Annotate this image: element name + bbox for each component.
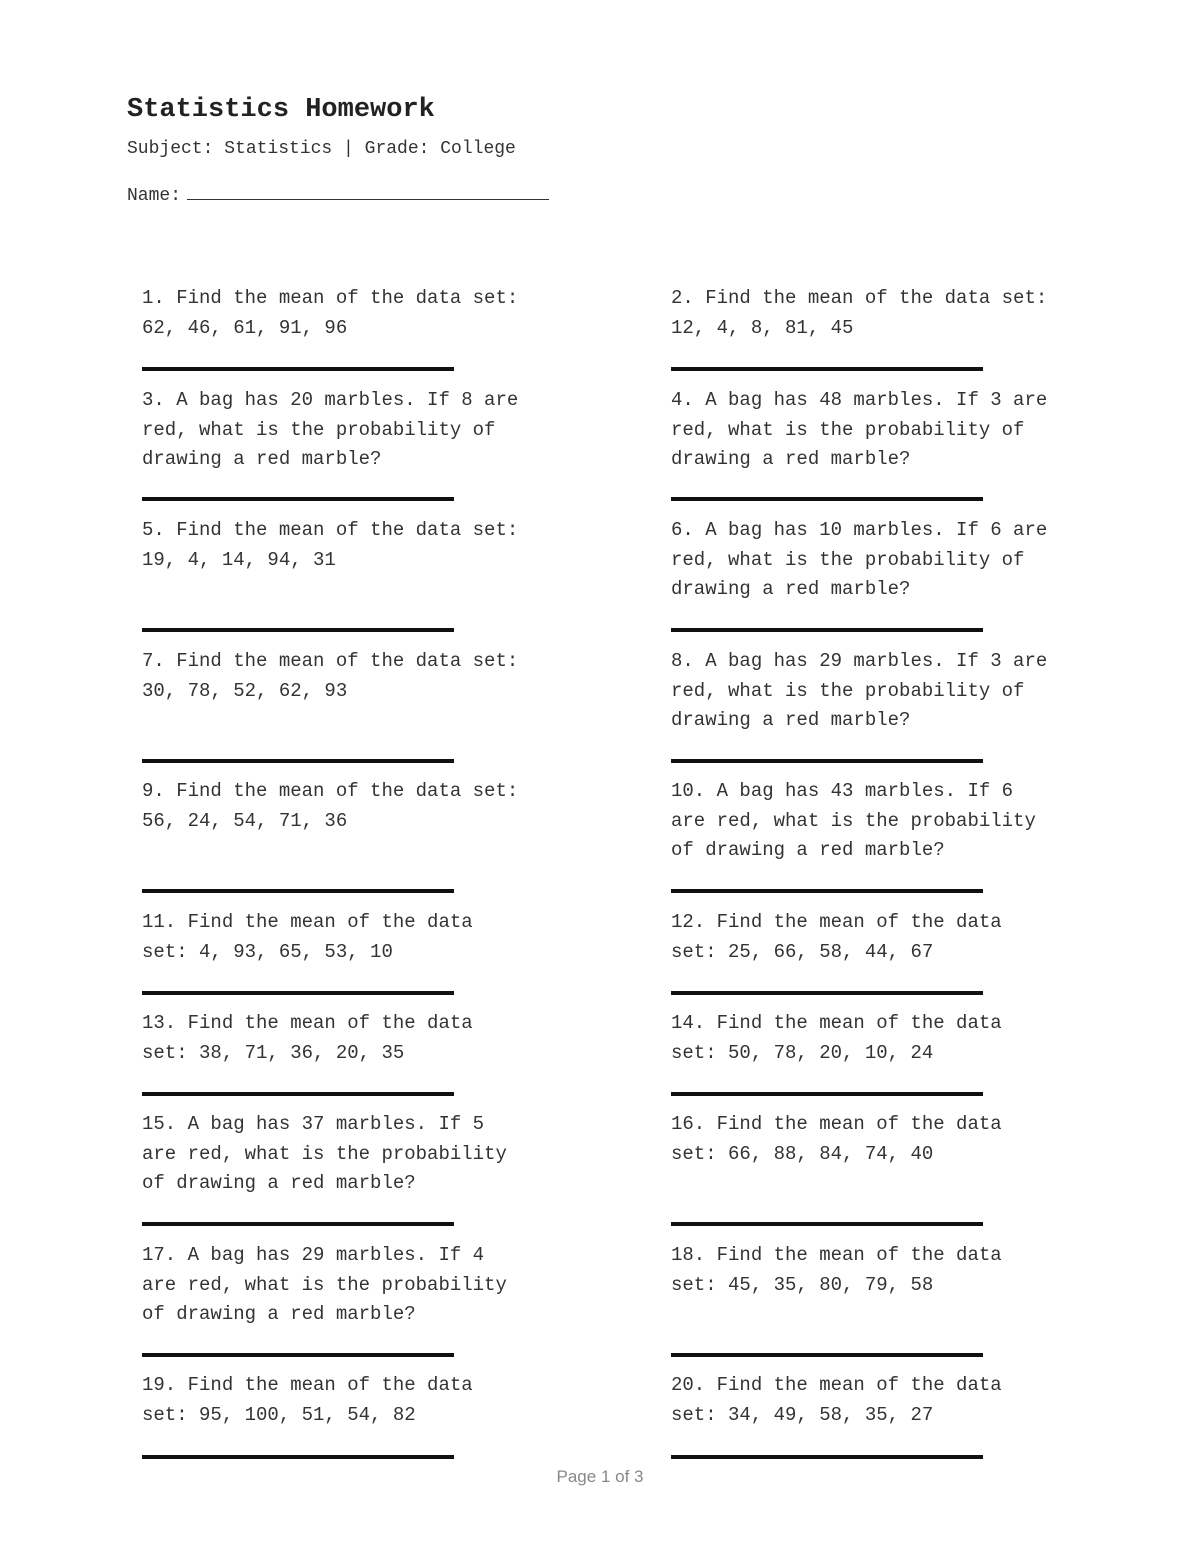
- answer-line[interactable]: [671, 1222, 983, 1226]
- subject-grade-line: Subject: Statistics | Grade: College: [127, 139, 516, 159]
- answer-line[interactable]: [671, 497, 983, 501]
- problem-item: [671, 1241, 1141, 1300]
- problem-text: 3. A bag has 20 marbles. If 8 are red, what is the probability of drawing a red marble?: [142, 389, 519, 470]
- problem-item: [671, 516, 1141, 605]
- problem-text: 10. A bag has 43 marbles. If 6 are red, what is the probability of drawing a red marble?: [671, 780, 1036, 861]
- answer-line[interactable]: [671, 1353, 983, 1357]
- name-blank-line[interactable]: [187, 181, 549, 200]
- problem-text: 14. Find the mean of the data set: 50, 78, 20, 10, 24: [671, 1012, 1002, 1064]
- problem-text: 2. Find the mean of the data set: 12, 4, 8, 81, 45: [671, 287, 1048, 339]
- problem-text: 13. Find the mean of the data set: 38, 71, 36, 20, 35: [142, 1012, 473, 1064]
- problem-text: 12. Find the mean of the data set: 25, 66, 58, 44, 67: [671, 911, 1002, 963]
- problem-item: [142, 1241, 612, 1330]
- answer-line[interactable]: [671, 1092, 983, 1096]
- answer-line[interactable]: [142, 1222, 454, 1226]
- problem-text: 11. Find the mean of the data set: 4, 93, 65, 53, 10: [142, 911, 473, 963]
- problem-item: [671, 386, 1141, 475]
- problem-text: 16. Find the mean of the data set: 66, 88, 84, 74, 40: [671, 1113, 1002, 1165]
- answer-line[interactable]: [142, 1455, 454, 1459]
- problem-item: [671, 284, 1141, 343]
- problem-item: [142, 1009, 612, 1068]
- problem-item: [671, 1009, 1141, 1068]
- problem-item: [142, 647, 612, 706]
- problem-item: [142, 1371, 612, 1430]
- problem-text: 1. Find the mean of the data set: 62, 46, 61, 91, 96: [142, 287, 519, 339]
- problem-text: 8. A bag has 29 marbles. If 3 are red, what is the probability of drawing a red marble?: [671, 650, 1048, 731]
- problem-item: [671, 1110, 1141, 1169]
- worksheet-title: Statistics Homework: [127, 95, 435, 125]
- problem-text: 6. A bag has 10 marbles. If 6 are red, what is the probability of drawing a red marble?: [671, 519, 1048, 600]
- problem-item: [142, 516, 612, 575]
- problem-item: [142, 284, 612, 343]
- problem-item: [142, 777, 612, 836]
- problem-text: 9. Find the mean of the data set: 56, 24, 54, 71, 36: [142, 780, 519, 832]
- problem-item: [142, 386, 612, 475]
- problem-text: 7. Find the mean of the data set: 30, 78, 52, 62, 93: [142, 650, 519, 702]
- problem-item: [142, 908, 612, 967]
- answer-line[interactable]: [142, 1092, 454, 1096]
- problem-text: 5. Find the mean of the data set: 19, 4, 14, 94, 31: [142, 519, 519, 571]
- problem-text: 20. Find the mean of the data set: 34, 49, 58, 35, 27: [671, 1374, 1002, 1426]
- answer-line[interactable]: [671, 889, 983, 893]
- answer-line[interactable]: [671, 1455, 983, 1459]
- answer-line[interactable]: [671, 628, 983, 632]
- problem-text: 4. A bag has 48 marbles. If 3 are red, what is the probability of drawing a red marble?: [671, 389, 1048, 470]
- answer-line[interactable]: [671, 759, 983, 763]
- problem-item: [671, 908, 1141, 967]
- answer-line[interactable]: [142, 759, 454, 763]
- problem-item: [671, 777, 1141, 866]
- problem-item: [142, 1110, 612, 1199]
- problem-text: 19. Find the mean of the data set: 95, 100, 51, 54, 82: [142, 1374, 473, 1426]
- problem-text: 15. A bag has 37 marbles. If 5 are red, what is the probability of drawing a red marble?: [142, 1113, 507, 1194]
- answer-line[interactable]: [142, 889, 454, 893]
- answer-line[interactable]: [142, 497, 454, 501]
- page-number: Page 1 of 3: [556, 1467, 644, 1486]
- problem-item: [671, 647, 1141, 736]
- answer-line[interactable]: [671, 991, 983, 995]
- answer-line[interactable]: [142, 1353, 454, 1357]
- name-field: [127, 181, 549, 206]
- problem-text: 17. A bag has 29 marbles. If 4 are red, what is the probability of drawing a red marble?: [142, 1244, 507, 1325]
- name-label: Name:: [127, 186, 182, 206]
- answer-line[interactable]: [142, 367, 454, 371]
- problem-item: [671, 1371, 1141, 1430]
- answer-line[interactable]: [142, 628, 454, 632]
- answer-line[interactable]: [142, 991, 454, 995]
- answer-line[interactable]: [671, 367, 983, 371]
- problem-text: 18. Find the mean of the data set: 45, 35, 80, 79, 58: [671, 1244, 1002, 1296]
